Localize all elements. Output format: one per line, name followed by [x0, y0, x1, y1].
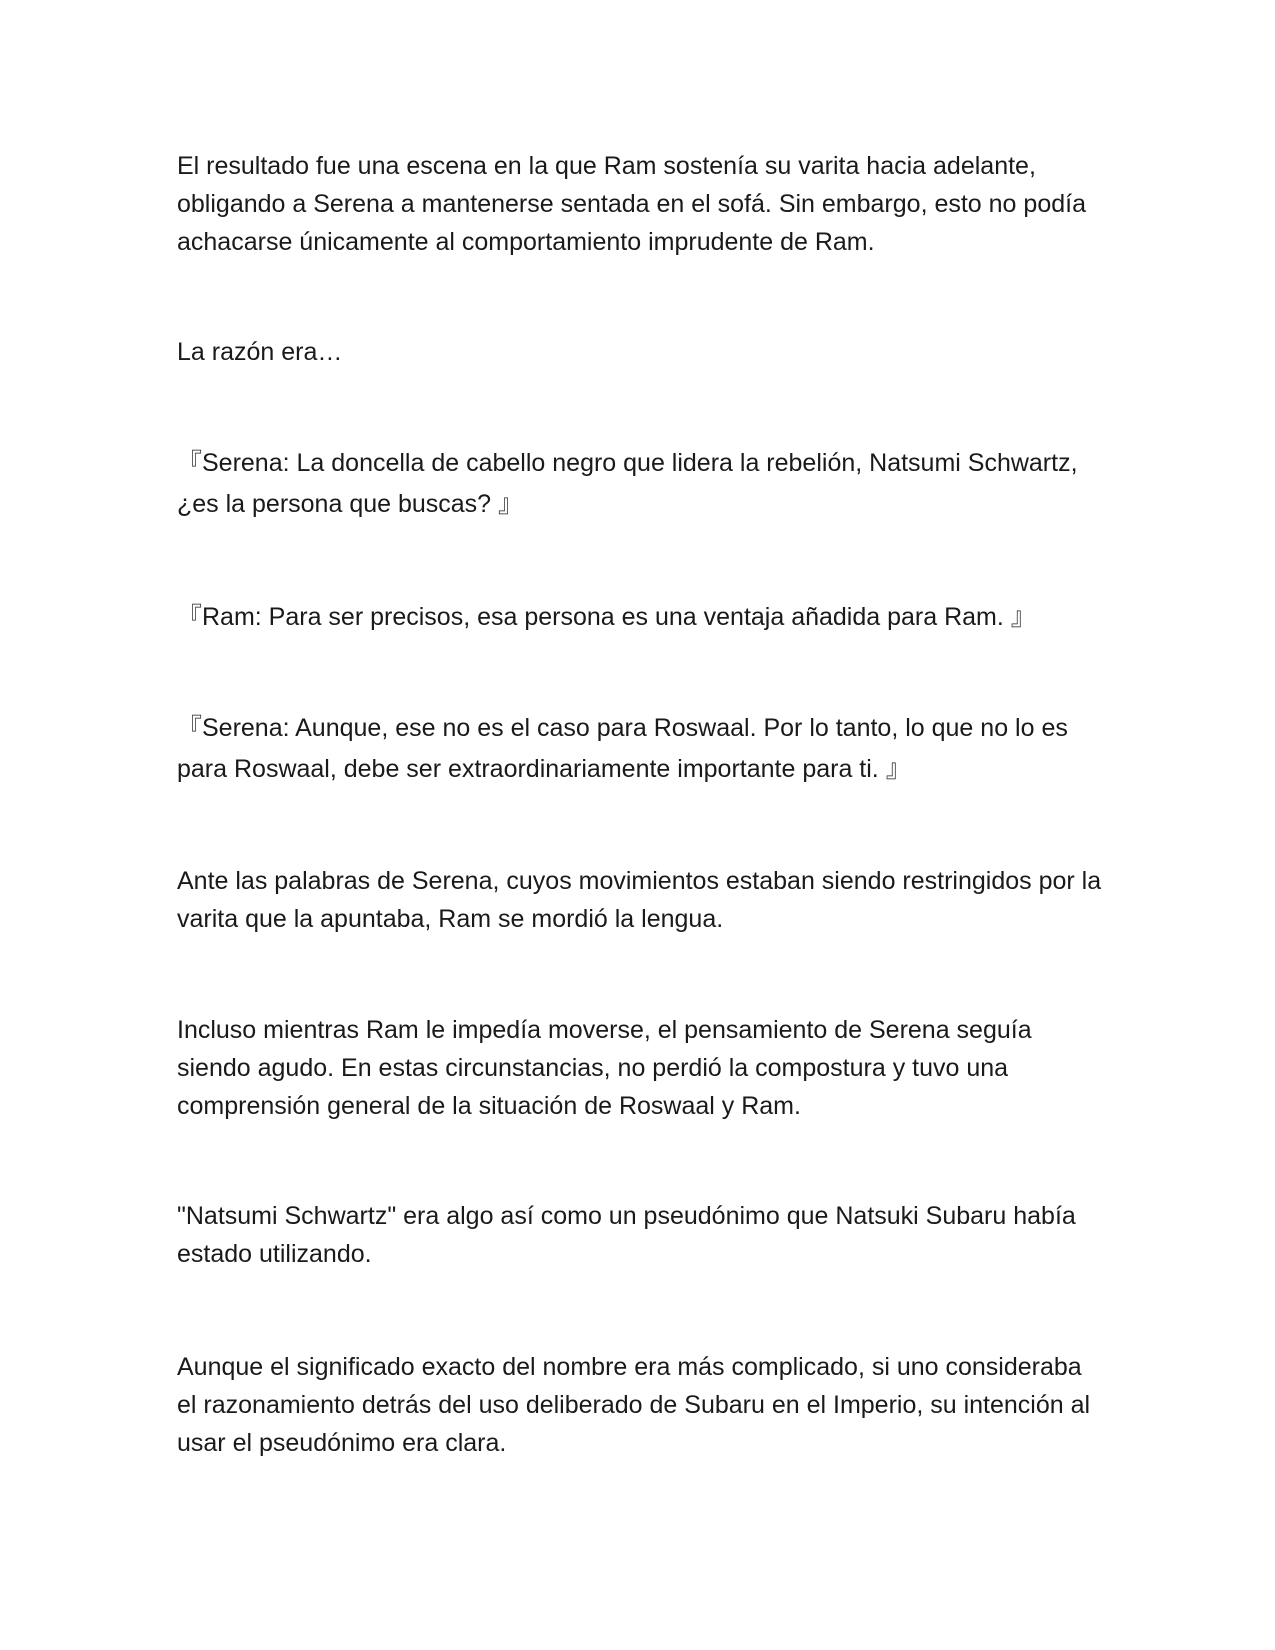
paragraph-dialogue: 『Ram: Para ser precisos, esa persona es una ventaja añadida para Ram. 』: [177, 603, 1036, 631]
paragraph-dialogue: 『Serena: La doncella de cabello negro que lidera la rebelión, Natsumi Schwartz, ¿es la persona que buscas? 』: [177, 449, 1078, 518]
paragraph-narration: La razón era…: [177, 338, 343, 366]
paragraph-narration: Incluso mientras Ram le impedía moverse, el pensamiento de Serena seguía siendo agudo. En estas circunstancias, no perdió la compostura y tuvo una comprensión general de la situación de Roswaal y Ram.: [177, 1016, 1032, 1120]
paragraph-narration: "Natsumi Schwartz" era algo así como un pseudónimo que Natsuki Subaru había estado utilizando.: [177, 1202, 1076, 1268]
paragraph-narration: Aunque el significado exacto del nombre era más complicado, si uno consideraba el razonamiento detrás del uso deliberado de Subaru en el Imperio, su intención al usar el pseudónimo era clara.: [177, 1353, 1091, 1457]
paragraph-narration: El resultado fue una escena en la que Ram sostenía su varita hacia adelante, obligando a Serena a mantenerse sentada en el sofá. Sin embargo, esto no podía achacarse únicamente al comportamiento imprudente de Ram.: [177, 152, 1086, 256]
paragraph-narration: Ante las palabras de Serena, cuyos movimientos estaban siendo restringidos por la varita que la apuntaba, Ram se mordió la lengua.: [177, 867, 1102, 933]
paragraph-dialogue: 『Serena: Aunque, ese no es el caso para Roswaal. Por lo tanto, lo que no lo es para Roswaal, debe ser extraordinariamente importante para ti. 』: [177, 714, 1068, 783]
